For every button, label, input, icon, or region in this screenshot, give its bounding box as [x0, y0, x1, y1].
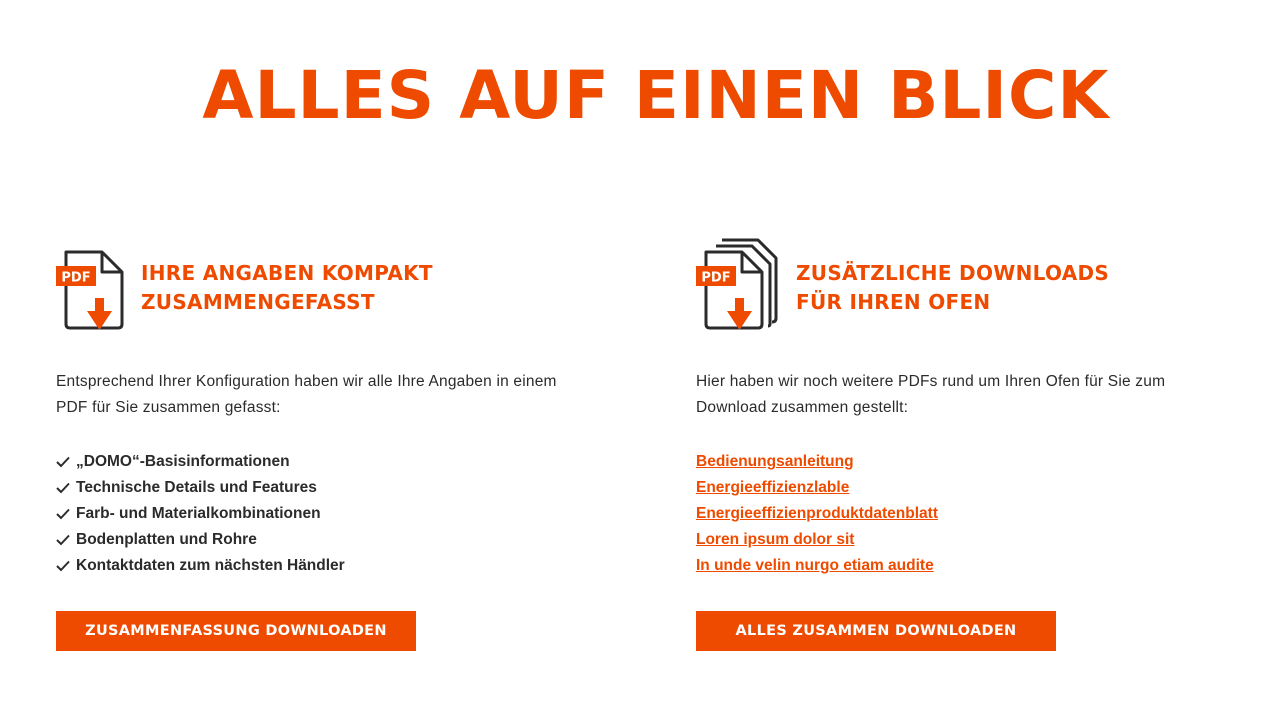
summary-section	[56, 238, 596, 639]
downloads-link-list	[696, 449, 1236, 579]
svg-text:PDF: PDF	[61, 270, 91, 286]
list-item	[696, 449, 1236, 475]
page-title: ALLES AUF EINEN BLICK	[202, 57, 1110, 134]
download-link[interactable]: Energieeffizienproduktdatenblatt	[696, 505, 938, 522]
list-item-label: Farb- und Materialkombinationen	[76, 505, 321, 522]
downloads-description: Hier haben wir noch weitere PDFs rund um Ihren Ofen für Sie zum Download zusammen gestellt:	[696, 373, 1166, 416]
check-icon	[56, 456, 70, 468]
downloads-title: ZUSÄTZLICHE DOWNLOADS FÜR IHREN OFEN	[796, 261, 1110, 314]
downloads-header	[696, 238, 1236, 334]
list-item	[696, 501, 1236, 527]
download-all-button[interactable]: ALLES ZUSAMMEN DOWNLOADEN	[696, 611, 1056, 651]
svg-text:PDF: PDF	[701, 270, 731, 286]
summary-list	[56, 449, 596, 579]
download-summary-button[interactable]: ZUSAMMENFASSUNG DOWNLOADEN	[56, 611, 416, 651]
multi-pdf-download-icon	[696, 238, 796, 334]
list-item-label: Bodenplatten und Rohre	[76, 531, 257, 548]
downloads-section	[696, 238, 1236, 639]
summary-description: Entsprechend Ihrer Konfiguration haben wir alle Ihre Angaben in einem PDF für Sie zusammen gefasst:	[56, 373, 557, 416]
download-link[interactable]: Bedienungsanleitung	[696, 453, 854, 470]
list-item	[56, 501, 596, 527]
download-link[interactable]: In unde velin nurgo etiam audite	[696, 557, 934, 574]
list-item	[56, 449, 596, 475]
check-icon	[56, 560, 70, 572]
list-item	[56, 527, 596, 553]
check-icon	[56, 482, 70, 494]
list-item-label: Technische Details und Features	[76, 479, 317, 496]
list-item-label: Kontaktdaten zum nächsten Händler	[76, 557, 345, 574]
summary-header	[56, 238, 596, 334]
list-item-label: „DOMO“-Basisinformationen	[76, 453, 290, 470]
list-item	[696, 475, 1236, 501]
list-item	[56, 475, 596, 501]
summary-title: IHRE ANGABEN KOMPAKT ZUSAMMENGEFASST	[141, 261, 433, 314]
list-item	[56, 553, 596, 579]
download-link[interactable]: Energieeffizienzlable	[696, 479, 850, 496]
check-icon	[56, 508, 70, 520]
pdf-download-icon	[56, 238, 141, 334]
check-icon	[56, 534, 70, 546]
download-link[interactable]: Loren ipsum dolor sit	[696, 531, 855, 548]
list-item	[696, 553, 1236, 579]
list-item	[696, 527, 1236, 553]
